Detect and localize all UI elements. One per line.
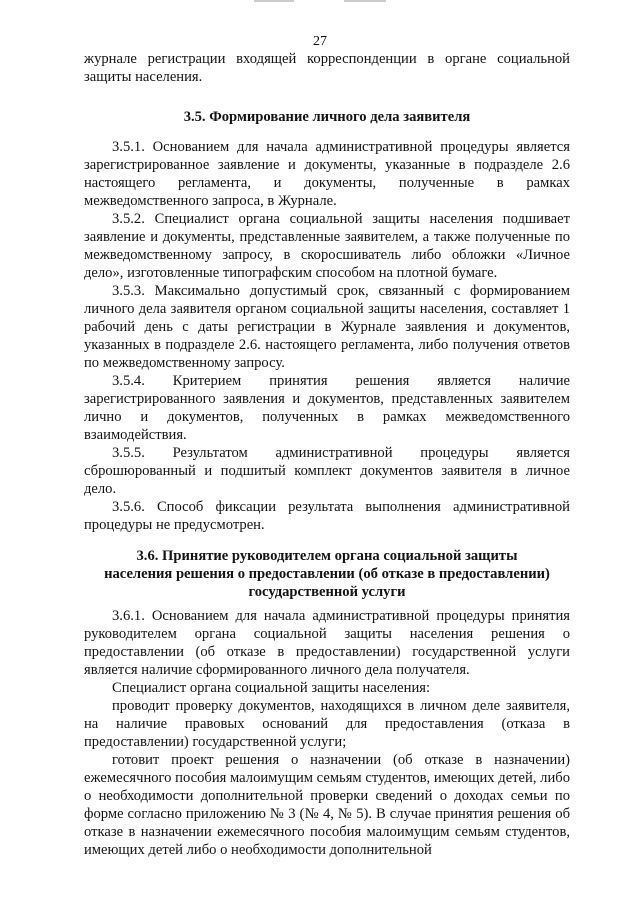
scan-artifact (254, 0, 294, 2)
scan-artifact (344, 0, 386, 2)
section-3-6-heading (84, 547, 570, 601)
section-3-5-body (84, 138, 570, 534)
specialist-paragraph: Специалист органа социальной защиты населения: (112, 680, 431, 696)
section-3-5-heading: 3.5. Формирование личного дела заявителя (183, 109, 471, 125)
page-number: 27 (313, 34, 327, 49)
paragraph-3-5-4: 3.5.4. Критерием принятия решения является наличие зарегистрированного заявления и документов, представленных заявителем лично и документов, полученных в рамках межведомственного взаимодействия. (84, 373, 570, 443)
section-3-6-body (84, 607, 570, 859)
paragraph-3-5-6: 3.5.6. Способ фиксации результата выполнения административной процедуры не предусмотрен. (84, 499, 570, 533)
paragraph-3-5-1: 3.5.1. Основанием для начала административной процедуры является зарегистрированное заявление и документы, указанные в подразделе 2.6 настоящего регламента, и документы, полученные в рамках межведомственного запроса, в Журнале. (84, 139, 570, 209)
prepares-paragraph: готовит проект решения о назначении (об отказе в назначении) ежемесячного пособия малоимущим семьям студентов, имеющих детей, либо о необходимости дополнительной проверки сведений о доходах семьи по форме согласно приложению № 3 (№ 4, № 5). В случае принятия решения об отказе в назначении ежемесячного пособия малоимущим семьям студентов, имеющих детей либо о необходимости дополнительной (84, 752, 570, 858)
section-3-6-heading-line: государственной услуги (248, 584, 406, 600)
section-3-6-heading-line: населения решения о предоставлении (об отказе в предоставлении) (104, 566, 550, 582)
checks-paragraph: проводит проверку документов, находящихся в личном деле заявителя, на наличие правовых оснований для предоставления (отказа в предоставлении) государственной услуги; (84, 698, 570, 750)
section-3-6-heading-line: 3.6. Принятие руководителем органа социальной защиты (136, 548, 518, 564)
intro-text (84, 50, 570, 86)
intro-paragraph: журнале регистрации входящей корреспонденции в органе социальной защиты населения. (84, 51, 570, 85)
paragraph-3-6-1: 3.6.1. Основанием для начала административной процедуры принятия руководителем органа социальной защиты населения решения о предоставлении (об отказе в предоставлении) государственной услуги является наличие сформированного личного дела получателя. (84, 608, 570, 678)
paragraph-3-5-5: 3.5.5. Результатом административной процедуры является сброшюрованный и подшитый комплект документов заявителя в личное дело. (84, 445, 570, 497)
paragraph-3-5-2: 3.5.2. Специалист органа социальной защиты населения подшивает заявление и документы, представленные заявителем, а также полученные по межведомственному запросу, в скоросшиватель либо обложки «Личное дело», изготовленные типографским способом на плотной бумаге. (84, 211, 570, 281)
paragraph-3-5-3: 3.5.3. Максимально допустимый срок, связанный с формированием личного дела заявителя органом социальной защиты населения, составляет 1 рабочий день с даты регистрации в Журнале заявления и документов, указанных в подразделе 2.6. настоящего регламента, либо получения ответов по межведомственному запросу. (84, 283, 570, 371)
